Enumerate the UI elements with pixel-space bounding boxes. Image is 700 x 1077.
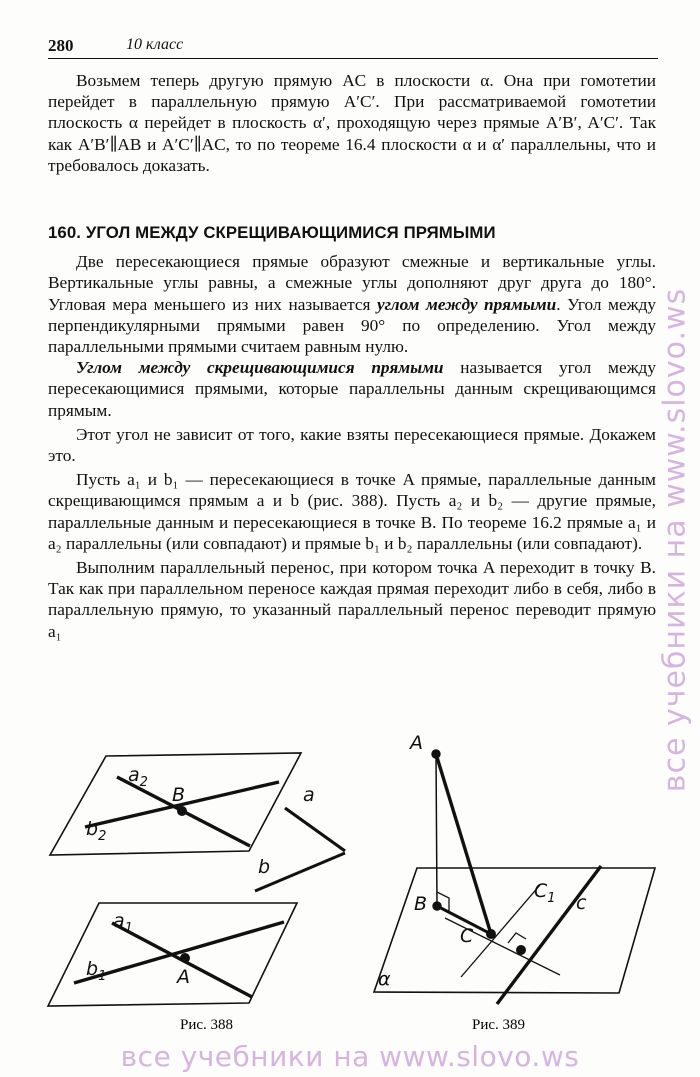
- point-A: [181, 954, 190, 963]
- paragraph-setup: Пусть a₁ и b₁ — пересекающиеся в точке A прямые, параллельные данным скрещивающимся прямым a и b (рис. 388). Пусть a₂ и b₂ — другие прямые, параллельные данным и пересекающиеся в точке B. По теореме 16.2 прямые a₁ и a₂ параллельны (или совпадают) и прямые b₁ и b₂ параллельны (или совпадают).: [48, 470, 656, 553]
- figures: [0, 725, 700, 1045]
- point-B-389: [433, 902, 441, 910]
- label-b2: $b_2$: [86, 818, 107, 844]
- point-A-389: [432, 750, 440, 758]
- plane-alpha: [374, 868, 655, 993]
- page-number: 280: [48, 36, 74, 55]
- body-text: [48, 70, 656, 642]
- figure-389-labels: [378, 732, 587, 1033]
- label-A: A: [177, 966, 190, 988]
- caption-389: Рис. 389: [472, 1017, 526, 1033]
- label-b1: $b_1$: [86, 958, 107, 984]
- paragraph-claim: Этот угол не зависит от того, какие взяты пересекающиеся прямые. Докажем это.: [48, 424, 656, 466]
- section-title: 160. УГОЛ МЕЖДУ СКРЕЩИВАЮЩИМИСЯ ПРЯМЫМИ: [48, 223, 496, 243]
- point-C-389: [487, 930, 496, 939]
- watermark-bottom: все учебники на www.slovo.ws: [120, 1040, 580, 1073]
- label-C1-389: $C_1$: [534, 880, 556, 906]
- text-run: называется угол между пересекающимися прямыми, которые параллельны данным скрещивающимся прямым.: [48, 358, 656, 420]
- term-angle-between-skew-lines: Углом между скрещивающимися прямыми: [76, 358, 444, 378]
- page-header: [48, 34, 658, 59]
- point-intersection: [517, 946, 526, 955]
- term-angle-between-lines: углом между прямыми: [376, 294, 557, 314]
- paragraph-translation: Выполним параллельный перенос, при котором точка A переходит в точку B. Так как при параллельном переносе каждая прямая переходит либо в себя, либо в параллельную прямую, то указанный параллельный перенос переводит прямую a₁: [48, 558, 656, 641]
- watermark-side: все учебники на www.slovo.ws: [657, 287, 693, 793]
- segment-AC: [436, 754, 491, 934]
- point-B: [178, 807, 187, 816]
- label-a1: $a_1$: [113, 910, 133, 936]
- label-a: a: [303, 784, 315, 806]
- label-a2: $a_2$: [128, 764, 148, 790]
- line-a: [285, 808, 345, 851]
- label-A-389: A: [410, 732, 423, 754]
- caption-388: Рис. 388: [180, 1017, 234, 1033]
- figure-388-labels: [86, 764, 315, 1033]
- paragraph-definition-angle: [48, 251, 656, 357]
- label-B-389: B: [414, 893, 428, 915]
- running-title: 10 класс: [126, 36, 184, 53]
- right-angle-C: [508, 933, 526, 943]
- label-B: B: [172, 784, 186, 806]
- label-C-389: C: [460, 925, 474, 947]
- paragraph-definition-skew: [48, 357, 656, 421]
- label-alpha-389: α: [378, 968, 391, 990]
- segment-AB: [436, 754, 437, 906]
- line-c: [497, 866, 601, 1004]
- text-run: Две пересекающиеся прямые образуют смежные и вертикальные углы. Вертикальные углы равны, а смежные углы дополняют друг друга до 180°. Угловая мера меньшего из них называется: [48, 252, 656, 314]
- label-c-389: c: [576, 892, 587, 914]
- figure-389: [374, 750, 655, 1004]
- paragraph-proof-end: Возьмем теперь другую прямую AC в плоскости α. Она при гомотетии перейдет в параллельную прямую A′C′. При рассматриваемой гомотетии плоскость α перейдет в плоскость α′, проходящую через прямые A′B′, A′C′. Так как A′B′∥AB и A′C′∥AC, то по теореме 16.4 плоскости α и α′ параллельны, что и требовалось доказать.: [48, 71, 656, 175]
- text-run: . Угол между перпендикулярными прямыми равен 90° по определению. Угол между параллельными прямыми считаем равным нулю.: [48, 294, 656, 357]
- label-b: b: [258, 856, 271, 878]
